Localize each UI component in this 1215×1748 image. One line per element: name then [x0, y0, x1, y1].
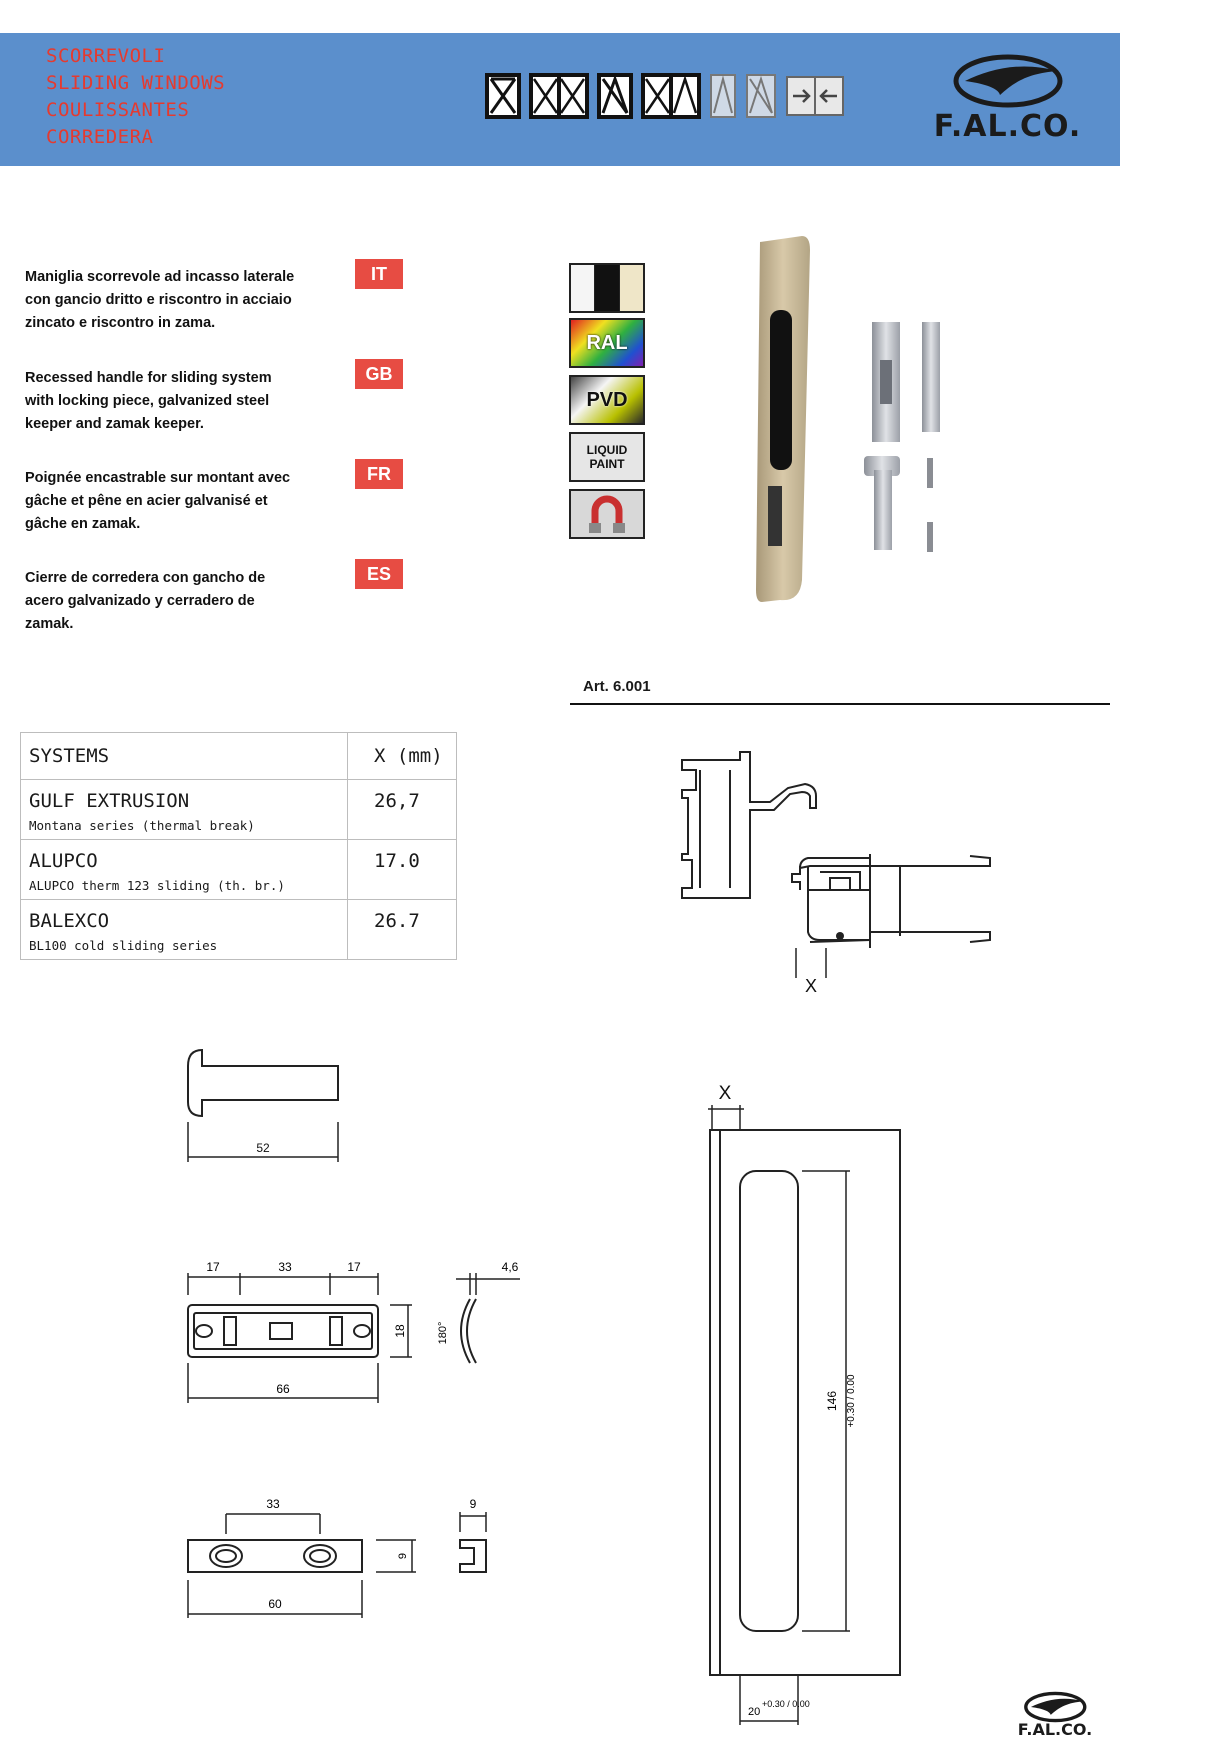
- system-name: ALUPCO: [29, 850, 98, 872]
- keeper-mid-dim: 33: [278, 1260, 292, 1274]
- pin-drawing: [180, 1040, 350, 1170]
- handle-height-tol: +0.30 / 0.00: [846, 1374, 857, 1428]
- screw-2: [927, 522, 933, 552]
- system-name: GULF EXTRUSION: [29, 790, 190, 812]
- finish-magnet-chip: [569, 489, 645, 539]
- plate-height-dim: 9: [397, 1552, 409, 1560]
- handle-x-label: X: [718, 1083, 732, 1104]
- table-row: [21, 780, 457, 840]
- plate-thickness-dim: 9: [469, 1497, 477, 1511]
- sliding-arrows-icon: [785, 73, 845, 119]
- finish-ral-chip: [569, 318, 645, 368]
- profile-x-label: X: [804, 976, 818, 996]
- handle-width-tol: +0.30 / 0.00: [762, 1699, 810, 1709]
- table-row: [21, 840, 457, 900]
- handle-recess: [770, 310, 792, 470]
- table-row: [21, 900, 457, 960]
- category-fr: COULISSANTES: [46, 99, 190, 121]
- window-double-tilt-icon: [641, 73, 701, 119]
- keeper-depth-dim: 4,6: [501, 1260, 519, 1274]
- category-en: SLIDING WINDOWS: [46, 72, 226, 94]
- footer-brand: F.AL.CO.: [1017, 1720, 1093, 1739]
- lang-badge-fr: FR: [355, 459, 403, 489]
- profile-section-drawing: [670, 750, 1000, 1010]
- magnet-icon: [571, 491, 643, 537]
- article-number: Art. 6.001: [583, 678, 651, 695]
- category-es: CORREDERA: [46, 126, 154, 148]
- table-header-row: [21, 733, 457, 780]
- header-systems: SYSTEMS: [21, 733, 348, 780]
- plate-total-dim: 60: [268, 1597, 282, 1611]
- ral-label: RAL: [586, 331, 628, 354]
- system-x: 26.7: [348, 900, 457, 960]
- category-it: SCORREVOLI: [46, 45, 166, 67]
- system-series: Montana series (thermal break): [29, 818, 255, 833]
- window-light-icon: [709, 73, 737, 119]
- window-single-icon: [485, 73, 521, 119]
- system-series: BL100 cold sliding series: [29, 938, 218, 953]
- footer-logo: [1005, 1690, 1105, 1742]
- handle-width-dim: 20: [748, 1706, 761, 1718]
- system-x: 17.0: [348, 840, 457, 900]
- header-band: [0, 33, 1120, 166]
- finish-pvd-chip: [569, 375, 645, 425]
- liquid-paint-label: LIQUID PAINT: [586, 443, 628, 471]
- handle-front-drawing: [690, 1075, 930, 1735]
- keeper-angle-dim: 180°: [437, 1321, 449, 1345]
- description-it: Maniglia scorrevole ad incasso laterale con gancio dritto e riscontro in acciaio zincato e riscontro in zama.: [25, 269, 295, 331]
- lang-badge-it: IT: [355, 259, 403, 289]
- handle-hook: [768, 486, 782, 546]
- lang-badge-es: ES: [355, 559, 403, 589]
- system-x: 26,7: [348, 780, 457, 840]
- keeper-total-dim: 66: [276, 1382, 290, 1396]
- finish-liquid-paint-chip: [569, 432, 645, 482]
- keeper-drawing: [180, 1255, 540, 1415]
- window-double-icon: [529, 73, 589, 119]
- zamak-keeper: [922, 322, 940, 432]
- window-type-icons: [485, 71, 845, 121]
- pvd-label: PVD: [586, 388, 628, 411]
- keeper-right-dim: 17: [347, 1260, 361, 1274]
- screw-1: [927, 458, 933, 488]
- lang-badge-gb: GB: [355, 359, 403, 389]
- system-series: ALUPCO therm 123 sliding (th. br.): [29, 878, 285, 893]
- plate-spacing-dim: 33: [266, 1497, 280, 1511]
- handle-height-dim: 146: [825, 1390, 839, 1412]
- product-photo: [730, 230, 950, 610]
- brand-name: F.AL.CO.: [933, 109, 1082, 144]
- window-light-double-icon: [745, 73, 777, 119]
- window-tilt-icon: [597, 73, 633, 119]
- system-name: BALEXCO: [29, 910, 110, 932]
- systems-table: [20, 732, 457, 960]
- falco-logo: [920, 51, 1095, 151]
- description-es: Cierre de corredera con gancho de acero galvanizado y cerradero de zamak.: [25, 570, 266, 632]
- keeper-height-dim: 18: [393, 1324, 407, 1338]
- header-x: X (mm): [348, 733, 457, 780]
- pin-length-label: 52: [256, 1141, 270, 1155]
- description-gb: Recessed handle for sliding system with locking piece, galvanized steel keeper and zamak keeper.: [25, 370, 272, 432]
- plate-drawing: [180, 1490, 500, 1630]
- keeper-left-dim: 17: [206, 1260, 220, 1274]
- finish-swatches-chip: [569, 263, 645, 313]
- description-fr: Poignée encastrable sur montant avec gâche et pêne en acier galvanisé et gâche en zamak.: [25, 470, 291, 532]
- article-rule: [570, 703, 1110, 705]
